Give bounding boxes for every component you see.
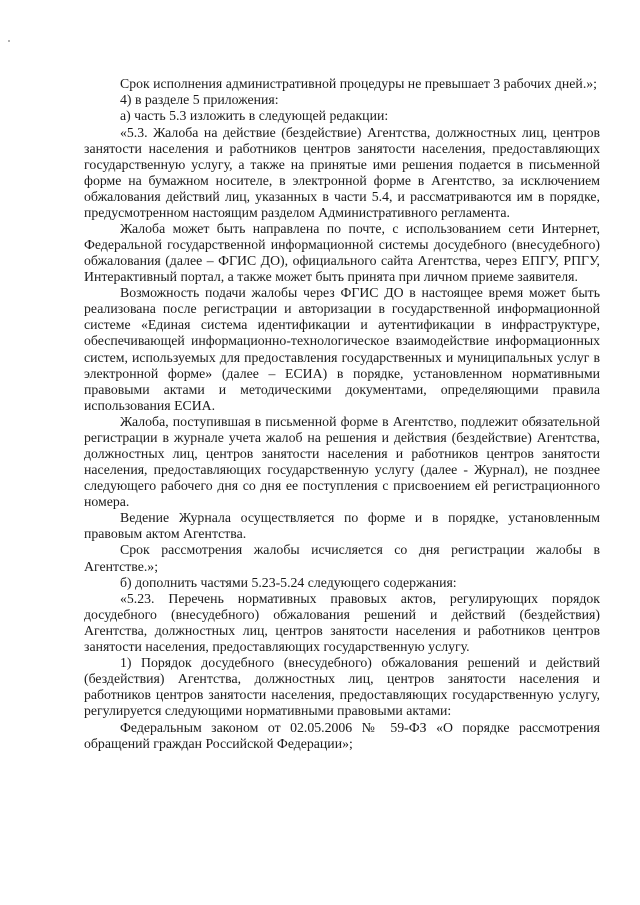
- paragraph-5-23-1: 1) Порядок досудебного (внесудебного) обжалования решений и действий (бездействия) Агентства, должностных лиц, центров занятости населения и работников центров занятости населения, предоставляющих государственную услугу, регулируется следующими нормативными правовыми актами:: [84, 655, 600, 719]
- paragraph-item-a: а) часть 5.3 изложить в следующей редакции:: [120, 108, 389, 124]
- paragraph-deadline-continuation: Срок исполнения административной процедуры не превышает 3 рабочих дней.»;: [120, 76, 597, 91]
- paragraph-fgis-do: Возможность подачи жалобы через ФГИС ДО в настоящее время может быть реализована после регистрации и авторизации в государственной информационной системе «Единая система идентификации и аутентификации в инфраструктуре, обеспечивающей информационно-технологическое взаимодействие информационных систем, используемых для предоставления государственных и муниципальных услуг в электронной форме» (далее – ЕСИА) в порядке, установленном нормативными правовыми актами и методическими документами, определяющими правила использования ЕСИА.: [84, 285, 600, 413]
- paragraph-journal: Ведение Журнала осуществляется по форме и в порядке, установленным правовым актом Агентства.: [84, 510, 600, 542]
- paragraph-complaint-channels: Жалоба может быть направлена по почте, с использованием сети Интернет, Федеральной государственной информационной системы досудебного (внесудебного) обжалования (далее – ФГИС ДО), официального сайта Агентства, через ЕПГУ, РПГУ, Интерактивный портал, а также может быть принята при личном приеме заявителя.: [84, 220, 600, 285]
- paragraph-review-term: Срок рассмотрения жалобы исчисляется со дня регистрации жалобы в Агентстве.»;: [84, 542, 600, 574]
- document-page: [84, 76, 600, 752]
- paragraph-registration: Жалоба, поступившая в письменной форме в Агентство, подлежит обязательной регистрации в журнале учета жалоб на решения и действия (бездействие) Агентства, должностных лиц, центров занятости населения и работников центров занятости населения, предоставляющих государственную услугу (далее - Журнал), не позднее следующего рабочего дня со дня ее поступления с присвоением ей регистрационного номера.: [84, 413, 600, 510]
- paragraph-item-4: 4) в разделе 5 приложения:: [120, 92, 279, 108]
- paragraph-item-b: б) дополнить частями 5.23-5.24 следующего содержания:: [120, 574, 457, 590]
- scan-speck: [8, 40, 10, 42]
- paragraph-federal-law: Федеральным законом от 02.05.2006 № 59-ФЗ «О порядке рассмотрения обращений граждан Российской Федерации»;: [84, 719, 600, 751]
- paragraph-5-23: «5.23. Перечень нормативных правовых актов, регулирующих порядок досудебного (внесудебного) обжалования решений и действий (бездействия) Агентства, должностных лиц, центров занятости населения и работников центров занятости населения, предоставляющих государственную услугу.: [84, 590, 600, 655]
- paragraph-5-3: «5.3. Жалоба на действие (бездействие) Агентства, должностных лиц, центров занятости населения и работников центров занятости населения, предоставляющих государственную услугу, а также на принятые ими решения подается в письменной форме на бумажном носителе, в электронной форме в Агентство, за исключением обжалования действий лиц, указанных в части 5.4, и рассматриваются им в порядке, предусмотренном настоящим разделом Административного регламента.: [84, 124, 600, 220]
